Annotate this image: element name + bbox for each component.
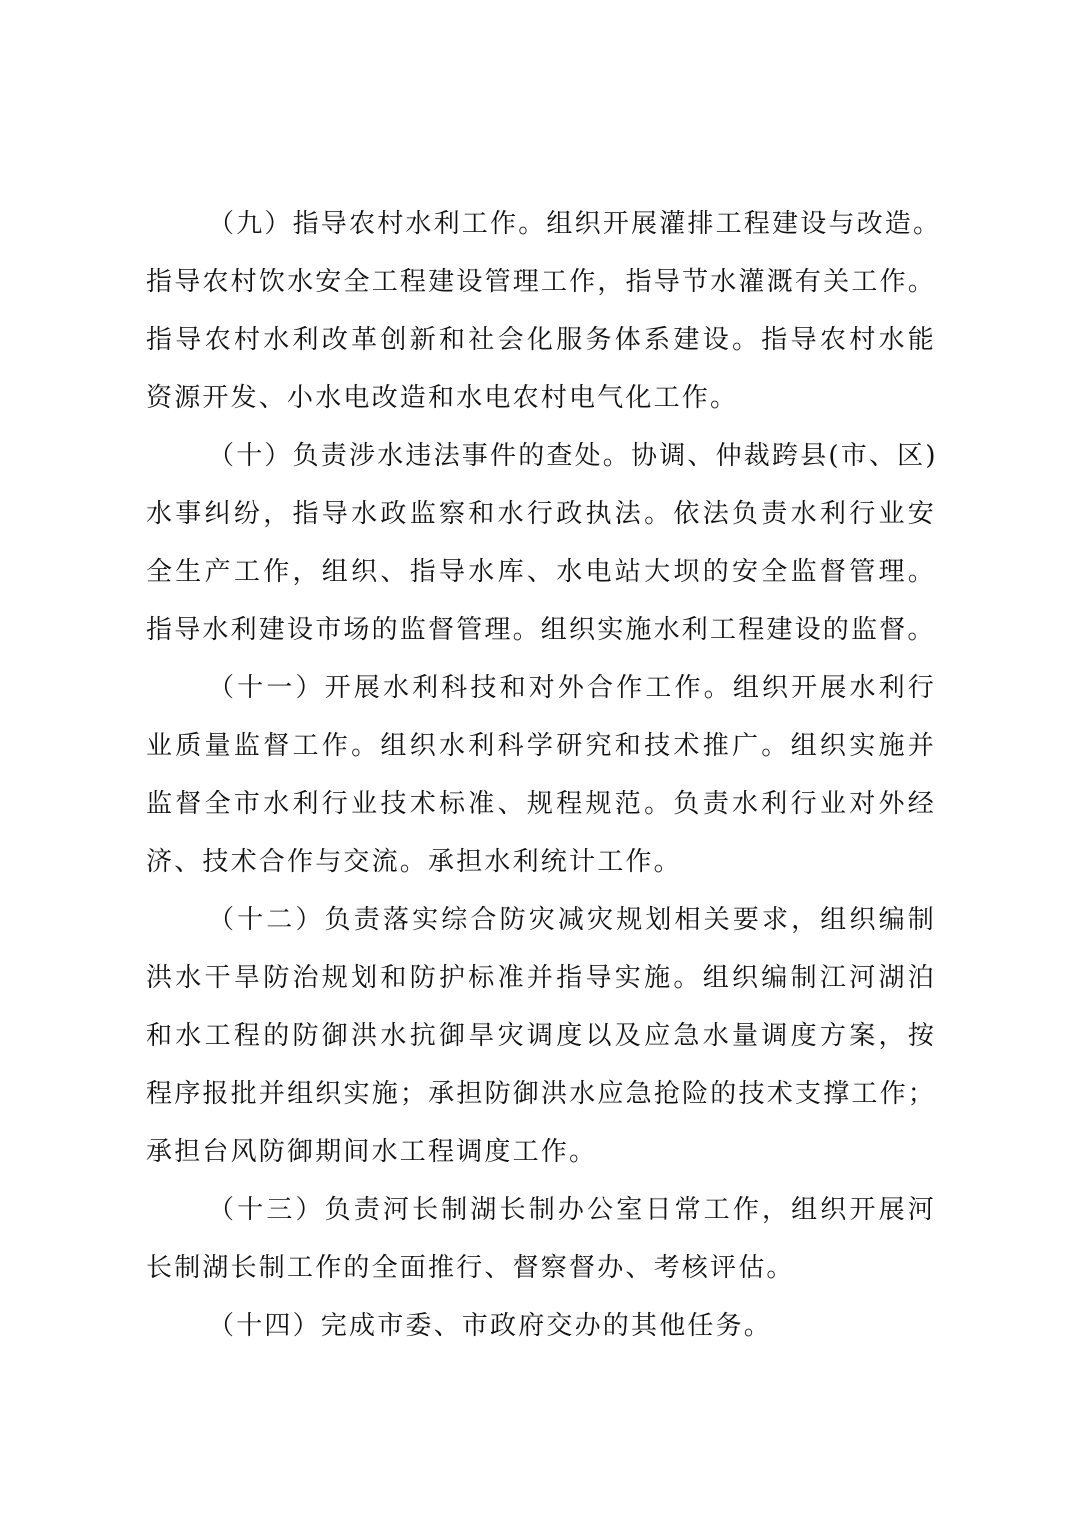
body-text (146, 195, 942, 1355)
paragraph-9-line-2: 指导农村饮水安全工程建设管理工作，指导节水灌溉有关工作。 (146, 267, 936, 297)
paragraph-13-line-1: （十三）负责河长制湖长制办公室日常工作，组织开展河 (208, 1195, 936, 1225)
paragraph-11-line-1: （十一）开展水利科技和对外合作工作。组织开展水利行 (208, 673, 936, 703)
paragraph-11-line-4: 济、技术合作与交流。承担水利统计工作。 (146, 847, 682, 877)
paragraph-10-line-4: 指导水利建设市场的监督管理。组织实施水利工程建设的监督。 (146, 615, 936, 645)
paragraph-12-line-5: 承担台风防御期间水工程调度工作。 (146, 1137, 598, 1167)
paragraph-9-line-1: （九）指导农村水利工作。组织开展灌排工程建设与改造。 (208, 209, 942, 239)
paragraph-11-line-2: 业质量监督工作。组织水利科学研究和技术推广。组织实施并 (146, 731, 936, 761)
paragraph-12-line-1: （十二）负责落实综合防灾减灾规划相关要求，组织编制 (208, 905, 936, 935)
paragraph-9-line-3: 指导农村水利改革创新和社会化服务体系建设。指导农村水能 (146, 325, 936, 355)
paragraph-10-line-1: （十）负责涉水违法事件的查处。协调、仲裁跨县(市、区) (208, 441, 938, 471)
paragraph-11-line-3: 监督全市水利行业技术标准、规程规范。负责水利行业对外经 (146, 789, 936, 819)
paragraph-12-line-4: 程序报批并组织实施；承担防御洪水应急抢险的技术支撑工作； (146, 1079, 936, 1109)
paragraph-12-line-3: 和水工程的防御洪水抗御旱灾调度以及应急水量调度方案，按 (146, 1021, 936, 1051)
paragraph-10-line-3: 全生产工作，组织、指导水库、水电站大坝的安全监督管理。 (146, 557, 936, 587)
paragraph-12-line-2: 洪水干旱防治规划和防护标准并指导实施。组织编制江河湖泊 (146, 963, 936, 993)
paragraph-9-line-4: 资源开发、小水电改造和水电农村电气化工作。 (146, 383, 739, 413)
paragraph-10-line-2: 水事纠纷，指导水政监察和水行政执法。依法负责水利行业安 (146, 499, 936, 529)
paragraph-13-line-2: 长制湖长制工作的全面推行、督察督办、考核评估。 (146, 1253, 795, 1283)
paragraph-14-line-1: （十四）完成市委、市政府交办的其他任务。 (208, 1311, 773, 1341)
